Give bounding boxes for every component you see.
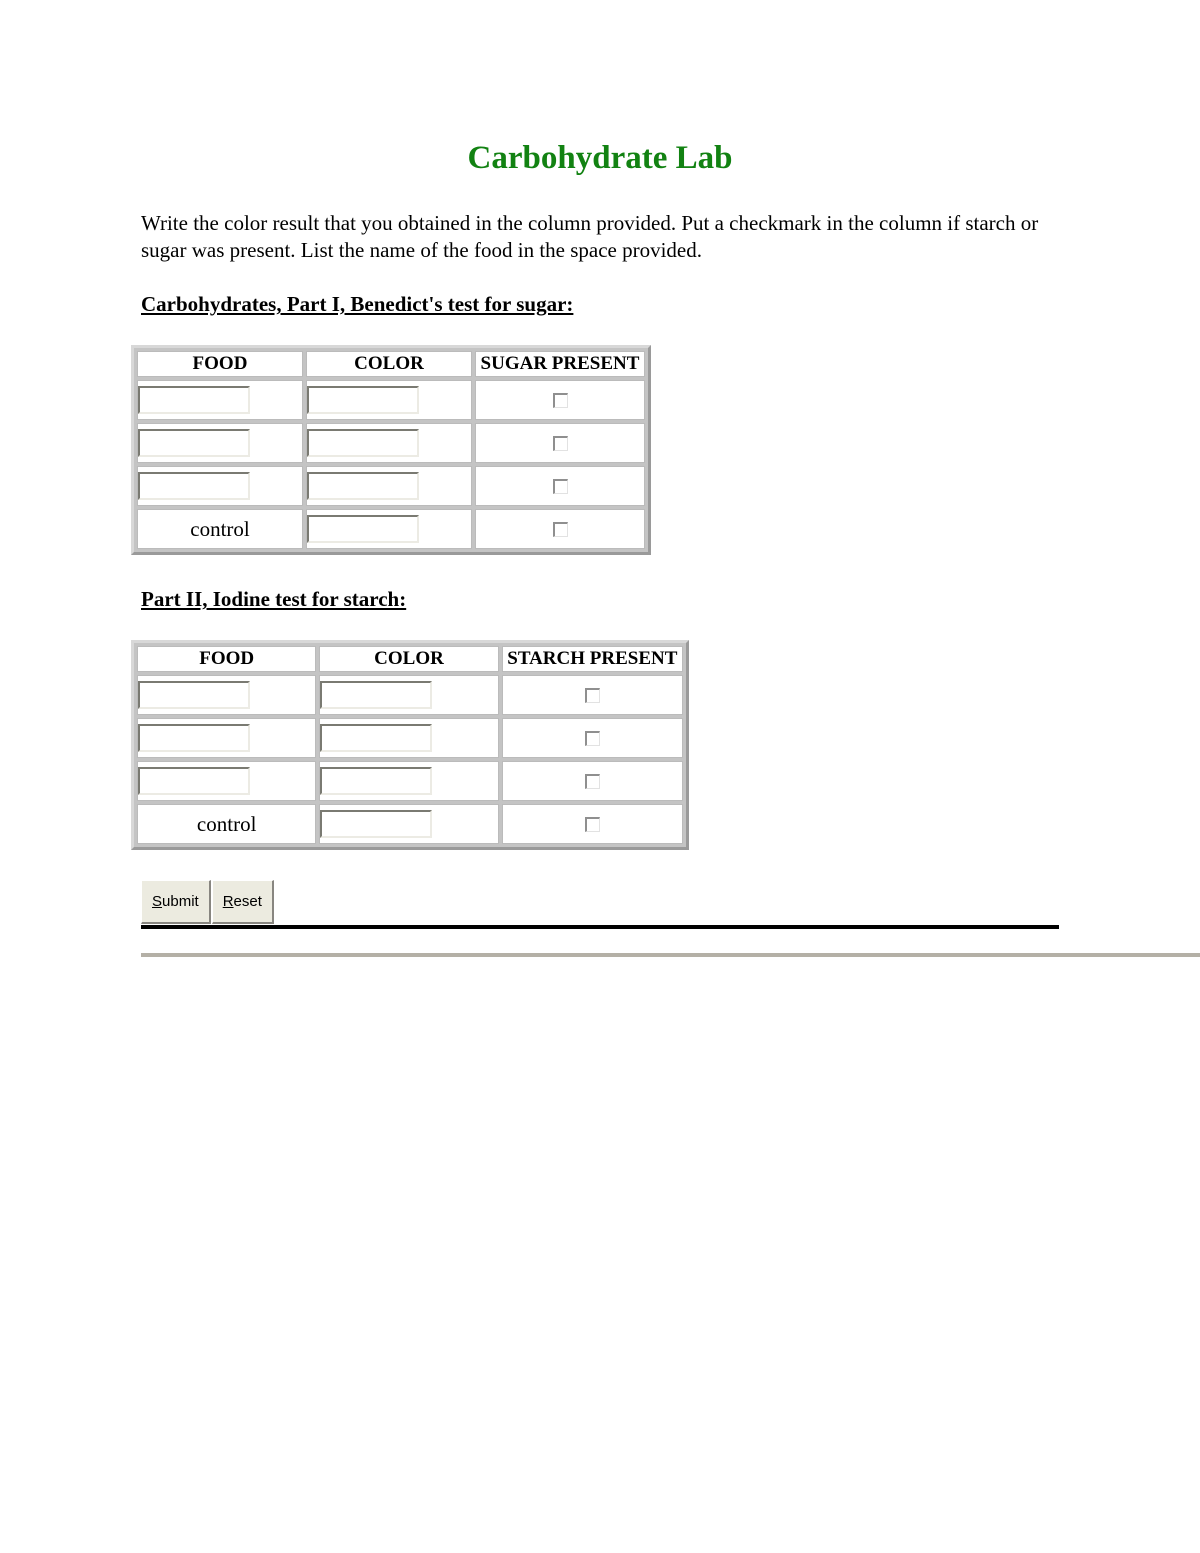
reset-label: eset xyxy=(233,893,262,910)
color-cell xyxy=(306,509,472,549)
reset-accelerator: R xyxy=(222,893,234,910)
submit-label: ubmit xyxy=(162,893,199,910)
column-header-sugar-present: SUGAR PRESENT xyxy=(475,351,645,377)
horizontal-rule-black xyxy=(141,925,1059,929)
food-cell xyxy=(137,675,316,715)
instructions-text: Write the color result that you obtained in the column provided. Put a checkmark in the column if starch or sugar was present. List the name of the food in the space provided. xyxy=(141,211,1039,262)
check-cell xyxy=(502,675,683,715)
color-cell xyxy=(319,804,498,844)
part1-heading: Carbohydrates, Part I, Benedict's test for sugar: xyxy=(141,292,574,316)
control-label: control xyxy=(190,516,250,541)
table-row-control xyxy=(137,509,645,549)
table-header-row xyxy=(137,646,683,672)
color-input[interactable] xyxy=(320,810,432,838)
check-cell xyxy=(475,423,645,463)
column-header-food: FOOD xyxy=(137,646,316,672)
sugar-present-checkbox[interactable] xyxy=(553,522,568,537)
check-cell xyxy=(475,380,645,420)
submit-button[interactable] xyxy=(141,880,211,924)
part2-heading: Part II, Iodine test for starch: xyxy=(141,587,407,611)
color-input[interactable] xyxy=(307,429,419,457)
color-cell xyxy=(319,675,498,715)
column-header-color: COLOR xyxy=(319,646,498,672)
color-input[interactable] xyxy=(307,386,419,414)
food-input[interactable] xyxy=(138,681,250,709)
starch-present-checkbox[interactable] xyxy=(585,731,600,746)
food-cell xyxy=(137,509,303,549)
color-cell xyxy=(319,761,498,801)
food-cell xyxy=(137,761,316,801)
page-title: Carbohydrate Lab xyxy=(467,140,733,176)
check-cell xyxy=(475,466,645,506)
food-input[interactable] xyxy=(138,472,250,500)
color-input[interactable] xyxy=(307,515,419,543)
sugar-present-checkbox[interactable] xyxy=(553,436,568,451)
color-cell xyxy=(306,466,472,506)
food-input[interactable] xyxy=(138,767,250,795)
table-header-row xyxy=(137,351,645,377)
color-input[interactable] xyxy=(320,767,432,795)
food-input[interactable] xyxy=(138,386,250,414)
sugar-present-checkbox[interactable] xyxy=(553,393,568,408)
table-row xyxy=(137,466,645,506)
food-cell xyxy=(137,380,303,420)
color-cell xyxy=(306,423,472,463)
food-cell xyxy=(137,804,316,844)
form-buttons xyxy=(141,880,275,924)
check-cell xyxy=(502,804,683,844)
color-cell xyxy=(319,718,498,758)
food-input[interactable] xyxy=(138,429,250,457)
horizontal-rule-gray xyxy=(141,953,1200,957)
submit-accelerator: S xyxy=(152,893,163,910)
starch-present-checkbox[interactable] xyxy=(585,817,600,832)
column-header-starch-present: STARCH PRESENT xyxy=(502,646,683,672)
color-input[interactable] xyxy=(320,724,432,752)
column-header-food: FOOD xyxy=(137,351,303,377)
sugar-present-checkbox[interactable] xyxy=(553,479,568,494)
starch-present-checkbox[interactable] xyxy=(585,774,600,789)
food-cell xyxy=(137,466,303,506)
color-input[interactable] xyxy=(307,472,419,500)
table-row xyxy=(137,380,645,420)
starch-test-table xyxy=(131,640,689,850)
table-row xyxy=(137,718,683,758)
sugar-test-table xyxy=(131,345,651,555)
table-row xyxy=(137,423,645,463)
food-cell xyxy=(137,423,303,463)
starch-present-checkbox[interactable] xyxy=(585,688,600,703)
reset-button[interactable] xyxy=(212,880,274,924)
color-input[interactable] xyxy=(320,681,432,709)
table-row xyxy=(137,761,683,801)
check-cell xyxy=(502,718,683,758)
column-header-color: COLOR xyxy=(306,351,472,377)
food-cell xyxy=(137,718,316,758)
food-input[interactable] xyxy=(138,724,250,752)
color-cell xyxy=(306,380,472,420)
check-cell xyxy=(475,509,645,549)
table-row xyxy=(137,675,683,715)
table-row-control xyxy=(137,804,683,844)
check-cell xyxy=(502,761,683,801)
control-label: control xyxy=(196,811,257,836)
